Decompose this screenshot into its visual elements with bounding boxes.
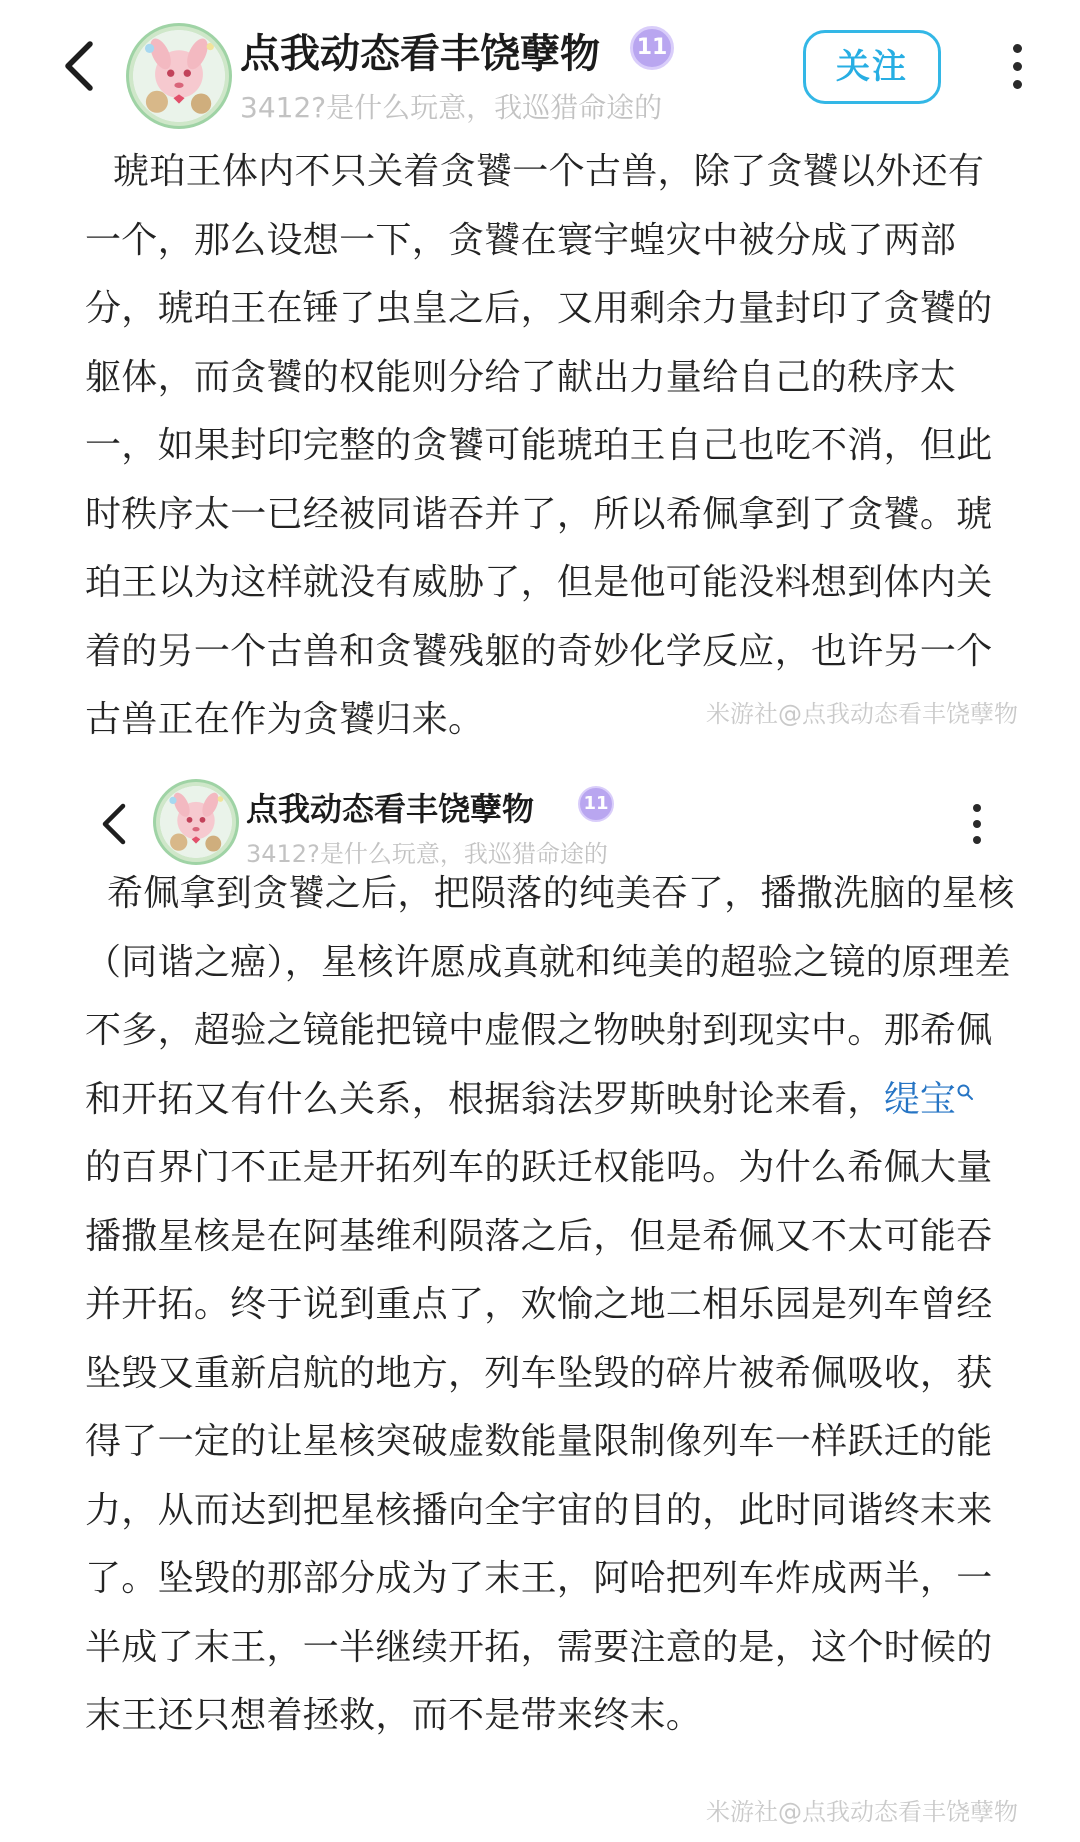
topic-link-tibao[interactable]	[884, 1079, 975, 1120]
post-text-2-part-1: 希佩拿到贪饕之后，把陨落的纯美吞了，播撒洗脑的星核（同谐之癌），星核许愿成真就和纯美的超验之镜的原理差不多，超验之镜能把镜中虚假之物映射到现实中。那希佩和开拓又有什么关系，根据翁法罗斯映射论来看，	[85, 873, 1015, 1120]
embedded-user-signature: 3412?是什么玩意，我巡猎命途的	[246, 840, 608, 868]
username[interactable]: 点我动态看丰饶孽物	[240, 31, 600, 77]
search-icon	[956, 1085, 974, 1106]
more-dot-icon	[1013, 62, 1022, 71]
more-dot-icon	[1013, 44, 1022, 53]
more-dot-icon	[973, 836, 981, 844]
topic-link-label: 缇宝	[883, 1078, 957, 1120]
level-badge: 11	[630, 26, 674, 70]
embedded-username: 点我动态看丰饶孽物	[246, 790, 535, 828]
avatar[interactable]	[133, 30, 225, 122]
watermark-1: 米游社@点我动态看丰饶孽物	[706, 700, 1018, 728]
post-text-1: 琥珀王体内不只关着贪饕一个古兽，除了贪饕以外还有一个，那么设想一下，贪饕在寰宇蝗灾中被分成了两部分，琥珀王在锤了虫皇之后，又用剩余力量封印了贪饕的躯体，而贪饕的权能则分给了献出力量给自己的秩序太一，如果封印完整的贪饕可能琥珀王自己也吃不消，但此时秩序太一已经被同谐吞并了，所以希佩拿到了贪饕。琥珀王以为这样就没有威胁了，但是他可能没料想到体内关着的另一个古兽和贪饕残躯的奇妙化学反应，也许另一个古兽正在作为贪饕归来。	[85, 151, 993, 740]
post-text-2	[85, 860, 1015, 1751]
more-options-button[interactable]	[1012, 44, 1022, 89]
more-dot-icon	[973, 804, 981, 812]
back-button[interactable]	[62, 40, 96, 92]
avatar-image	[133, 30, 225, 122]
embedded-more-options	[972, 804, 982, 844]
more-dot-icon	[973, 820, 981, 828]
follow-button[interactable]: 关注	[803, 30, 941, 104]
watermark-2: 米游社@点我动态看丰饶孽物	[706, 1798, 1018, 1826]
post-text-2-part-2: 的百界门不正是开拓列车的跃迁权能吗。为什么希佩大量播撒星核是在阿基维利陨落之后，但是希佩又不太可能吞并开拓。终于说到重点了，欢愉之地二相乐园是列车曾经坠毁又重新启航的地方，列车坠毁的碎片被希佩吸收，获得了一定的让星核突破虚数能量限制像列车一样跃迁的能力，从而达到把星核播向全宇宙的目的，此时同谐终末来了。坠毁的那部分成为了末王，阿哈把列车炸成两半，一半成了末王，一半继续开拓，需要注意的是，这个时候的末王还只想着拯救，而不是带来终末。	[85, 1147, 993, 1736]
top-header	[0, 0, 1080, 130]
chevron-left-icon	[62, 40, 96, 92]
user-signature: 3412?是什么玩意，我巡猎命途的	[240, 91, 663, 124]
embedded-avatar	[160, 786, 232, 858]
avatar-image	[160, 786, 232, 858]
embedded-level-badge: 11	[578, 786, 614, 822]
more-dot-icon	[1013, 80, 1022, 89]
embedded-back-button	[100, 802, 128, 846]
chevron-left-icon	[100, 802, 128, 846]
